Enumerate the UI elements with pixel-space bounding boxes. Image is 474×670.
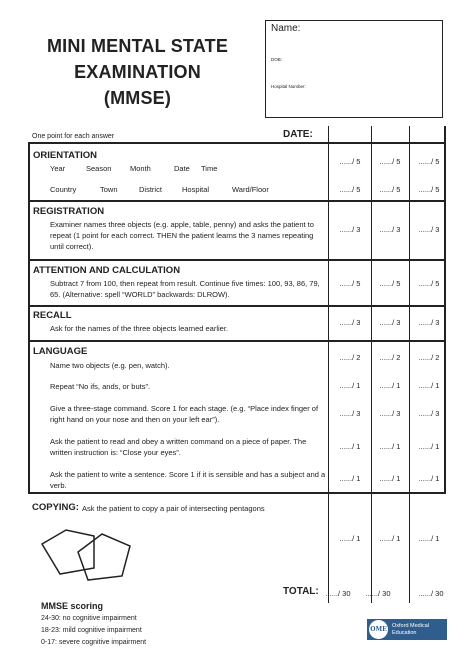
orientation-item-town: Town — [100, 185, 118, 194]
scoring-line: 24-30: no cognitive impairment — [41, 615, 137, 622]
score-field[interactable]: ....../ 5 — [418, 157, 440, 166]
orientation-item-ward: Ward/Floor — [232, 185, 269, 194]
page-title — [30, 33, 245, 111]
title-line-3: (MMSE) — [103, 88, 172, 108]
table-left-rule — [28, 142, 30, 494]
score-field[interactable]: ....../ 5 — [339, 279, 361, 288]
scoring-line: 18-23: mild cognitive impairment — [41, 627, 142, 634]
intersecting-pentagons-icon — [38, 522, 136, 594]
registration-title: REGISTRATION — [33, 206, 105, 217]
orientation-item-month: Month — [130, 164, 151, 173]
orientation-item-country: Country — [50, 185, 77, 194]
score-field[interactable]: ....../ 3 — [418, 225, 440, 234]
score-field[interactable]: ....../ 3 — [339, 409, 361, 418]
score-field[interactable]: ....../ 5 — [379, 185, 401, 194]
logo-line-2: Education — [392, 630, 417, 636]
score-field[interactable]: ....../ 3 — [339, 318, 361, 327]
registration-instructions: Examiner names three objects (e.g. apple, table, penny) and asks the patient to repeat (1 point for each correct. THEN the patient learns the 3 names repeating until correct). — [50, 220, 314, 251]
column-rule-3 — [409, 126, 410, 603]
table-right-rule — [444, 126, 446, 494]
orientation-item-district: District — [139, 185, 162, 194]
total-label: TOTAL: — [283, 586, 319, 597]
orientation-item-year: Year — [50, 164, 66, 173]
recall-instructions: Ask for the names of the three objects learned earlier. — [50, 324, 229, 333]
section-divider — [28, 259, 446, 261]
language-item-write-sentence: Ask the patient to write a sentence. Score 1 if it is sensible and has a subject and a verb. — [50, 470, 326, 490]
score-field[interactable]: ....../ 1 — [418, 534, 440, 543]
section-divider — [28, 305, 446, 307]
total-score-field[interactable]: ....../ 30 — [418, 589, 444, 598]
score-field[interactable]: ....../ 5 — [339, 185, 361, 194]
logo-line-1: Oxford Medical — [392, 623, 429, 629]
dob-label: DOB: — [271, 57, 283, 62]
score-field[interactable]: ....../ 2 — [379, 353, 401, 362]
score-field[interactable]: ....../ 5 — [339, 157, 361, 166]
date-label: DATE: — [283, 129, 313, 140]
language-item-repeat: Repeat “No ifs, ands, or buts”. — [50, 382, 151, 391]
score-field[interactable]: ....../ 5 — [379, 279, 401, 288]
score-field[interactable]: ....../ 5 — [418, 185, 440, 194]
copying-instructions: Ask the patient to copy a pair of intersecting pentagons — [82, 504, 265, 513]
score-field[interactable]: ....../ 2 — [418, 353, 440, 362]
section-divider — [28, 200, 446, 202]
orientation-item-season: Season — [86, 164, 112, 173]
score-field[interactable]: ....../ 3 — [339, 225, 361, 234]
score-field[interactable]: ....../ 2 — [339, 353, 361, 362]
title-line-1: MINI MENTAL STATE — [46, 36, 229, 56]
language-item-name-objects: Name two objects (e.g. pen, watch). — [50, 361, 170, 370]
score-field[interactable]: ....../ 1 — [418, 474, 440, 483]
total-score-field[interactable]: ....../ 30 — [365, 589, 391, 598]
score-field[interactable]: ....../ 5 — [379, 157, 401, 166]
score-field[interactable]: ....../ 1 — [339, 474, 361, 483]
hospital-number-label: Hospital Number: — [271, 84, 306, 89]
score-field[interactable]: ....../ 3 — [418, 409, 440, 418]
score-field[interactable]: ....../ 1 — [379, 381, 401, 390]
score-field[interactable]: ....../ 3 — [379, 225, 401, 234]
orientation-item-hospital: Hospital — [182, 185, 210, 194]
copying-title: COPYING: — [32, 502, 79, 513]
score-field[interactable]: ....../ 1 — [418, 381, 440, 390]
score-field[interactable]: ....../ 1 — [339, 381, 361, 390]
orientation-title: ORIENTATION — [33, 150, 98, 161]
oxford-medical-education-logo — [367, 619, 447, 640]
score-field[interactable]: ....../ 3 — [379, 409, 401, 418]
score-field[interactable]: ....../ 3 — [418, 318, 440, 327]
language-item-read-obey: Ask the patient to read and obey a written command on a piece of paper. The written instruction is: “Close your eyes”. — [50, 437, 307, 457]
score-field[interactable]: ....../ 5 — [418, 279, 440, 288]
column-rule-1 — [328, 126, 329, 603]
score-field[interactable]: ....../ 1 — [339, 442, 361, 451]
attention-instructions: Subtract 7 from 100, then repeat from result. Continue five times: 100, 93, 86, 79, 65. (Alternative: spell “WORLD” backwards: DLROW). — [50, 279, 320, 299]
table-top-rule — [28, 142, 446, 144]
title-line-2: EXAMINATION — [74, 62, 201, 82]
patient-details-box[interactable] — [265, 20, 443, 118]
attention-title: ATTENTION AND CALCULATION — [33, 265, 181, 276]
orientation-item-time: Time — [201, 164, 218, 173]
orientation-item-date: Date — [174, 164, 190, 173]
one-point-note: One point for each answer — [32, 133, 115, 140]
column-rule-2 — [371, 126, 372, 603]
score-field[interactable]: ....../ 1 — [418, 442, 440, 451]
score-field[interactable]: ....../ 3 — [379, 318, 401, 327]
recall-title: RECALL — [33, 310, 72, 321]
language-title: LANGUAGE — [33, 346, 88, 357]
logo-mark: OME — [369, 620, 388, 639]
score-field[interactable]: ....../ 1 — [379, 474, 401, 483]
table-bottom-rule — [28, 492, 446, 494]
score-field[interactable]: ....../ 1 — [379, 534, 401, 543]
section-divider — [28, 340, 446, 342]
logo-text — [392, 623, 429, 637]
scoring-line: 0-17: severe cognitive impairment — [41, 639, 147, 646]
name-label: Name: — [271, 23, 301, 34]
score-field[interactable]: ....../ 1 — [379, 442, 401, 451]
scoring-title: MMSE scoring — [41, 601, 104, 611]
score-field[interactable]: ....../ 1 — [339, 534, 361, 543]
language-item-three-stage: Give a three-stage command. Score 1 for each stage. (e.g. “Place index finger of right hand on your nose and then on your left ear”). — [50, 404, 319, 424]
total-score-field[interactable]: ....../ 30 — [325, 589, 351, 598]
